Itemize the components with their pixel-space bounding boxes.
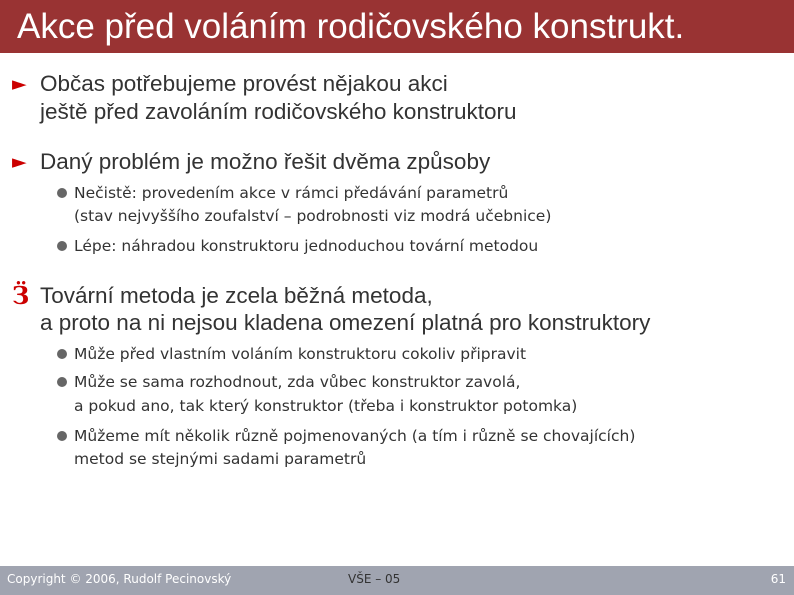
sub-2-1-line-2: (stav nejvyššího zoufalství – podrobnosti viz modrá učebnice) [74,207,552,225]
sub-2-2-line-1: Lépe: náhradou konstruktoru jednoduchou tovární metodou [74,237,539,255]
bullet-dot-icon [57,349,67,359]
bullet-z-icon: Ӟ [12,281,30,310]
page-number: 61 [770,572,786,586]
bullet-2-line-1: Daný problém je možno řešit dvěma způsoby [40,149,491,174]
bullet-dot-icon [57,241,67,251]
sub-3-1-line-1: Může před vlastním voláním konstruktoru cokoliv připravit [74,345,527,363]
bullet-dot-icon [57,188,67,198]
sub-3-3-line-1: Můžeme mít několik různě pojmenovaných (a tím i různě se chovajících) [74,427,636,445]
sub-3-2-line-1: Může se sama rozhodnout, zda vůbec konstruktor zavolá, [74,373,521,391]
bullet-3-line-1: Tovární metoda je zcela běžná metoda, [40,283,433,308]
sub-3-2-line-2: a pokud ano, tak který konstruktor (třeba i konstruktor potomka) [74,397,578,415]
bullet-dot-icon [57,377,67,387]
bullet-1-line-2: ještě před zavoláním rodičovského konstruktoru [40,99,517,124]
sub-2-1-line-1: Nečistě: provedením akce v rámci předávání parametrů [74,184,509,202]
footer-section: VŠE – 05 [348,572,401,586]
sub-3-3-line-2: metod se stejnými sadami parametrů [74,450,367,468]
slide-footer [0,566,794,595]
bullet-3-line-2: a proto na ni nejsou kladena omezení platná pro konstruktory [40,310,651,335]
triangle-right-icon: ► [12,151,27,173]
bullet-dot-icon [57,431,67,441]
slide-title: Akce před voláním rodičovského konstrukt. [0,0,794,53]
footer-copyright: Copyright © 2006, Rudolf Pecinovský [7,572,232,586]
triangle-right-icon: ► [12,73,27,95]
bullet-1-line-1: Občas potřebujeme provést nějakou akci [40,71,448,96]
